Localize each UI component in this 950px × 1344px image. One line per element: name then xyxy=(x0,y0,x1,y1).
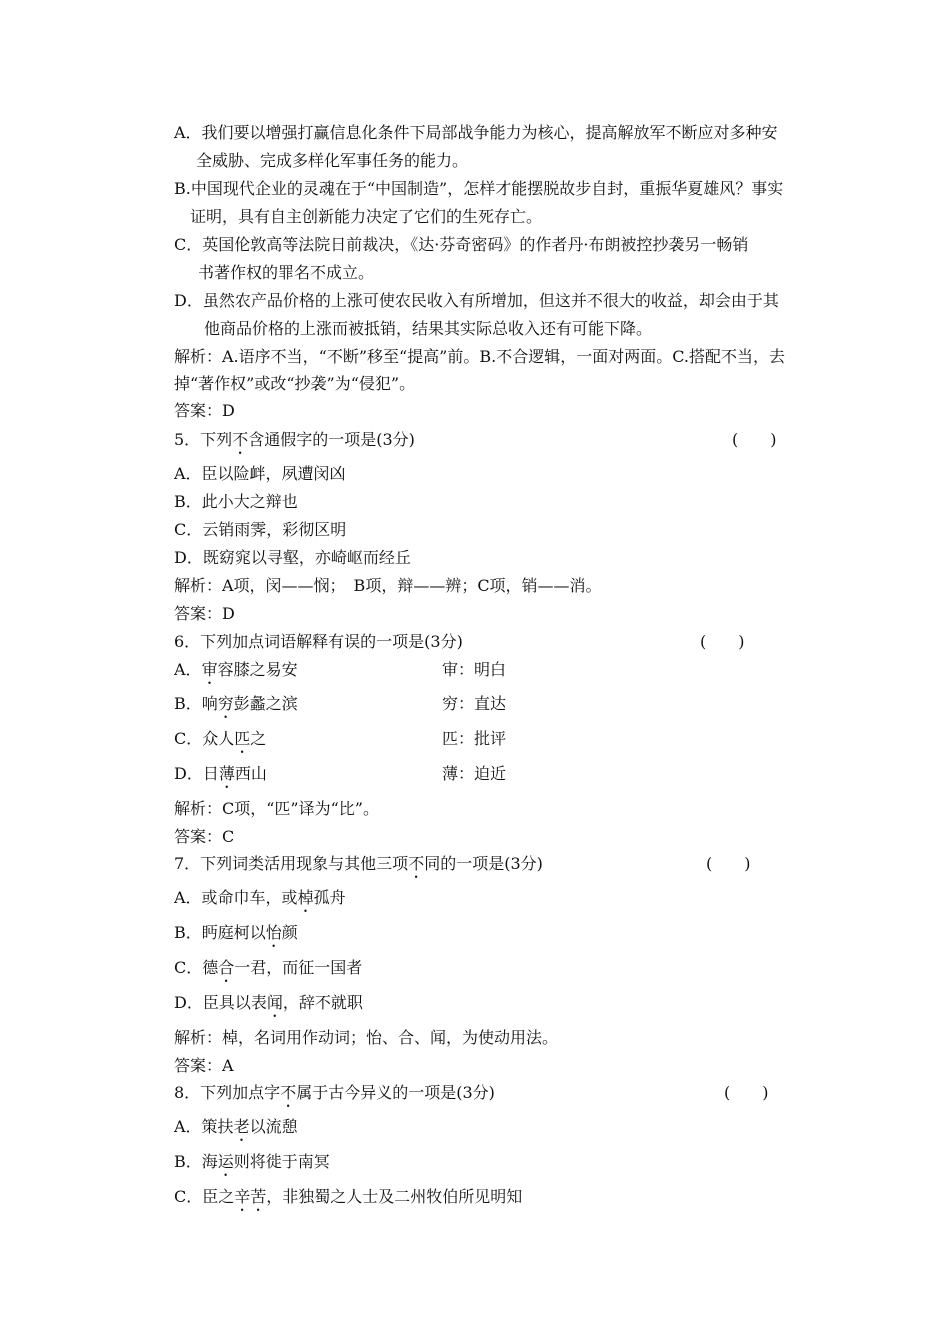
q8-stem-pre: 8．下列加点字 xyxy=(174,1083,281,1102)
q7-a-pre: A．或命巾车，或 xyxy=(174,888,298,907)
q8-stem-emphasis: 不 xyxy=(280,1083,297,1102)
q7-stem-post: 同的一项是(3分) xyxy=(424,854,543,873)
q4-option-d-line2: 他商品价格的上涨而被抵销，结果其实际总收入还有可能下降。 xyxy=(204,319,653,338)
q6-c-post: 之 xyxy=(250,729,267,748)
q5-option-d: D．既窈窕以寻壑，亦崎岖而经丘 xyxy=(174,548,411,567)
q6-d-post: 西山 xyxy=(234,764,267,783)
q8-answer-blank: ( ) xyxy=(724,1083,769,1102)
q7-c-emphasis: 合 xyxy=(218,958,235,977)
q6-answer: 答案：C xyxy=(174,827,235,846)
q4-answer: 答案：D xyxy=(174,401,235,420)
q6-option-d-gloss: 薄：迫近 xyxy=(442,764,507,783)
q4-option-d-line1: D．虽然农产品价格的上涨可使农民收入有所增加，但这并不很大的收益，却会由于其 xyxy=(174,291,779,310)
q5-answer: 答案：D xyxy=(174,604,235,623)
q5-option-b: B．此小大之辩也 xyxy=(174,492,298,511)
q7-answer: 答案：A xyxy=(174,1056,234,1075)
q7-option-c xyxy=(174,958,362,986)
q7-a-emphasis: 棹 xyxy=(297,888,314,907)
q8-b-post: 则将徙于南冥 xyxy=(233,1152,330,1171)
q8-a-post: 以流憩 xyxy=(249,1117,298,1136)
q6-analysis: 解析：C项，“匹”译为“比”。 xyxy=(174,799,379,818)
q8-option-a xyxy=(174,1117,298,1145)
q6-option-c xyxy=(174,729,266,757)
q6-c-pre: C．众人 xyxy=(174,729,235,748)
q6-option-b-gloss: 穷：直达 xyxy=(442,694,507,713)
q6-a-pre: A． xyxy=(174,660,202,679)
q7-b-emphasis: 怡 xyxy=(265,923,282,942)
q4-option-c-line1: C．英国伦敦高等法院日前裁决，《达·芬奇密码》的作者丹·布朗被控抄袭另一畅销 xyxy=(174,235,749,254)
q8-b-emphasis: 运 xyxy=(217,1152,234,1171)
q7-d-emphasis: 闻 xyxy=(266,993,283,1012)
q8-option-c xyxy=(174,1187,522,1215)
q6-a-post: 容膝之易安 xyxy=(217,660,298,679)
q5-option-a: A．臣以险衅，夙遭闵凶 xyxy=(174,464,346,483)
q4-option-b-line2: 证明，具有自主创新能力决定了它们的生死存亡。 xyxy=(190,207,543,226)
q8-stem-post: 属于古今异义的一项是(3分) xyxy=(296,1083,495,1102)
q6-d-pre: D．日 xyxy=(174,764,219,783)
q7-d-post: ，辞不就职 xyxy=(282,993,363,1012)
q8-option-b xyxy=(174,1152,330,1180)
q4-analysis-line1: 解析：A.语序不当，“不断”移至“提高”前。B.不合逻辑，一面对两面。C.搭配不当，去 xyxy=(174,347,785,366)
q6-option-b xyxy=(174,694,298,722)
q7-b-pre: B．眄庭柯以 xyxy=(174,923,266,942)
q6-b-pre: B．响 xyxy=(174,694,218,713)
q6-answer-blank: ( ) xyxy=(700,632,745,651)
q6-b-post: 彭蠡之滨 xyxy=(233,694,298,713)
q7-stem-emphasis: 不 xyxy=(408,854,425,873)
q5-stem xyxy=(174,430,415,458)
q8-c-emphasis: 辛苦 xyxy=(234,1187,267,1206)
q6-a-emphasis: 审 xyxy=(201,660,218,679)
q7-c-post: 一君，而征一国者 xyxy=(234,958,363,977)
q7-option-a xyxy=(174,888,346,916)
q6-b-emphasis: 穷 xyxy=(217,694,234,713)
q5-stem-emphasis: 不 xyxy=(232,430,249,449)
q6-option-a-gloss: 审：明白 xyxy=(442,660,507,679)
q4-option-b-line1: B.中国现代企业的灵魂在于“中国制造”，怎样才能摆脱故步自封，重振华夏雄风？事实 xyxy=(174,179,784,198)
q6-option-d xyxy=(174,764,267,792)
q7-d-pre: D．臣具以表 xyxy=(174,993,267,1012)
q6-stem: 6．下列加点词语解释有误的一项是(3分) xyxy=(174,632,463,651)
q8-c-post: ，非独蜀之人士及二州牧伯所见明知 xyxy=(266,1187,523,1206)
q6-c-emphasis: 匹 xyxy=(234,729,251,748)
q4-option-a-line1: A．我们要以增强打赢信息化条件下局部战争能力为核心，提高解放军不断应对多种安 xyxy=(174,123,778,142)
q8-a-pre: A．策扶 xyxy=(174,1117,234,1136)
q7-a-post: 孤舟 xyxy=(313,888,346,907)
q4-option-c-line2: 书著作权的罪名不成立。 xyxy=(198,263,375,282)
q6-option-a xyxy=(174,660,298,688)
q8-c-pre: C．臣之 xyxy=(174,1187,235,1206)
q7-stem xyxy=(174,854,543,882)
q5-answer-blank: ( ) xyxy=(732,430,777,449)
q5-analysis: 解析：A项，闵——悯； B项，辩——辨；C项，销——消。 xyxy=(174,576,602,595)
q4-option-a-line2: 全威胁、完成多样化军事任务的能力。 xyxy=(196,151,469,170)
q7-option-b xyxy=(174,923,298,951)
q4-analysis-line2: 掉“著作权”或改“抄袭”为“侵犯”。 xyxy=(174,374,416,393)
q7-stem-pre: 7．下列词类活用现象与其他三项 xyxy=(174,854,409,873)
q6-d-emphasis: 薄 xyxy=(218,764,235,783)
q5-stem-post: 含通假字的一项是(3分) xyxy=(248,430,415,449)
q8-a-emphasis: 老 xyxy=(233,1117,250,1136)
q7-c-pre: C．德 xyxy=(174,958,219,977)
q8-b-pre: B．海 xyxy=(174,1152,218,1171)
q7-analysis: 解析：棹，名词用作动词；怡、合、闻，为使动用法。 xyxy=(174,1028,559,1047)
q7-b-post: 颜 xyxy=(281,923,298,942)
q5-option-c: C．云销雨霁，彩彻区明 xyxy=(174,520,347,539)
q6-option-c-gloss: 匹：批评 xyxy=(442,729,507,748)
q7-option-d xyxy=(174,993,363,1021)
q5-stem-pre: 5．下列 xyxy=(174,430,233,449)
q8-stem xyxy=(174,1083,495,1111)
q7-answer-blank: ( ) xyxy=(706,854,751,873)
